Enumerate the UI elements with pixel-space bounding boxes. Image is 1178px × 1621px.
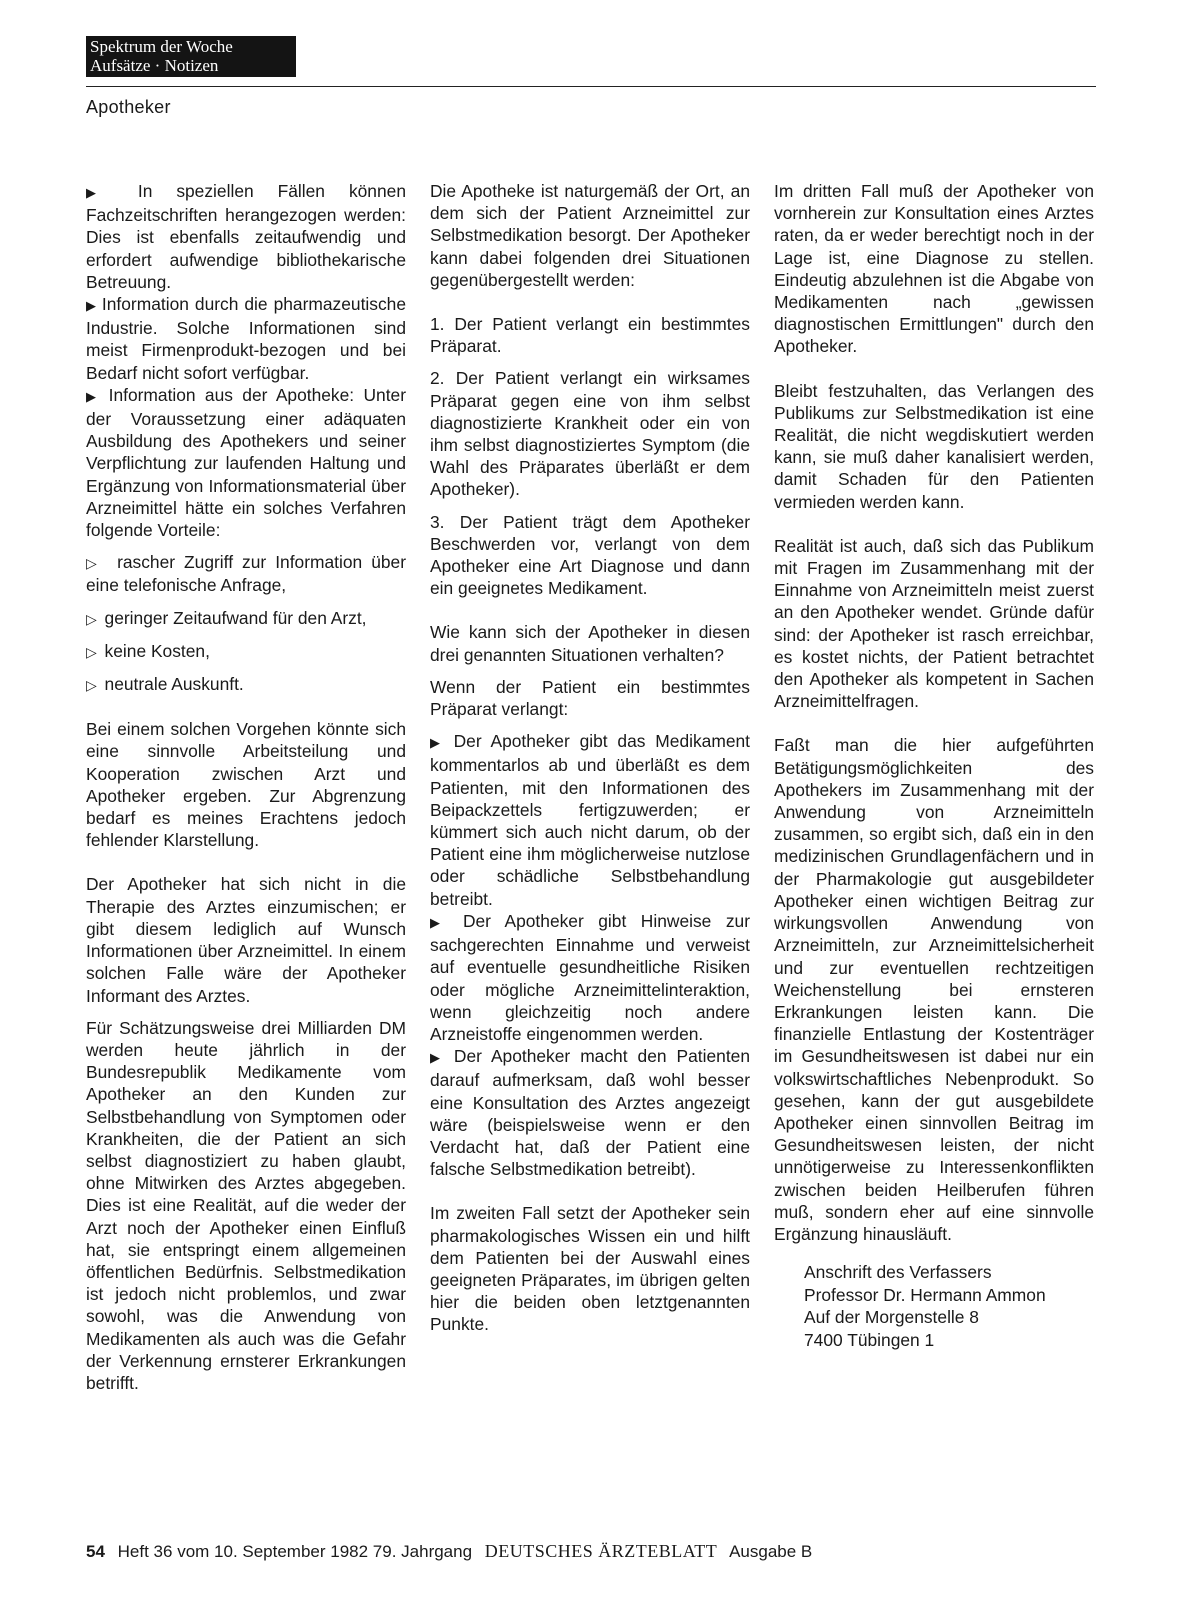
bullet-paragraph: ▶ Information durch die pharmazeutische Industrie. Solche Informationen sind meist Firmenprodukt-bezogen und bei Bedarf nicht sofort verfügbar. (86, 293, 406, 384)
author-address (804, 1261, 1094, 1351)
advantage-item: ▷ keine Kosten, (86, 640, 406, 663)
column-2 (430, 180, 750, 1346)
paragraph: Faßt man die hier aufgeführten Betätigungsmöglichkeiten des Apothekers im Zusammenhang mit der Anwendung von Arzneimitteln zusammen, so ergibt sich, daß ein in den medizinischen Grundlagenfächern und in der Pharmakologie gut ausgebildeter Apotheker einen wichtigen Beitrag zur wirkungsvollen Anwendung von Arzneimitteln, zur Arzneimittelsicherheit und zur eventuellen rechtzeitigen Weichenstellung bei ernsteren Erkrankungen leisten kann. Die finanzielle Entlastung der Kostenträger im Gesundheitswesen ist dabei nur ein volkswirtschaftliches Nebenprodukt. So gesehen, kann der gut ausgebildete Apotheker einen sinnvollen Beitrag im Gesundheitswesen leisten, der nicht unnötigerweise zu Interessenkonflikten zwischen beiden Heilberufen führen muß, sondern eher auf eine sinnvolle Ergänzung hinausläuft. (774, 735, 1094, 1244)
paragraph: Im zweiten Fall setzt der Apotheker sein pharmakologisches Wissen ein und hilft dem Patienten bei der Auswahl eines geeigneten Präparates, im übrigen gelten hier die beiden oben letztgenannten Punkte. (430, 1203, 750, 1335)
bullet-paragraph: ▶ In speziellen Fällen können Fachzeitschriften herangezogen werden: Dies ist ebenfalls zeitaufwendig und erfordert aufwendige bibliothekarische Betreuung. (86, 180, 406, 293)
numbered-situation: 1. Der Patient verlangt ein bestimmtes Präparat. (430, 314, 750, 357)
edition: Ausgabe B (729, 1542, 813, 1561)
column-1 (86, 180, 406, 1404)
section-header-box (86, 36, 296, 77)
page-footer (86, 1541, 812, 1562)
bullet-paragraph: ▶ Information aus der Apotheke: Unter der Voraussetzung einer adäquaten Ausbildung des Apothekers und seiner Verpflichtung zur laufenden Haltung und Ergänzung von Informationsmaterial über Arzneimittel hätte ein solches Verfahren folgende Vorteile: (86, 384, 406, 541)
paragraph: Wie kann sich der Apotheker in diesen drei genannten Situationen verhalten? (430, 622, 750, 665)
header-line-1: Spektrum der Woche (90, 37, 233, 56)
address-line: 7400 Tübingen 1 (804, 1329, 935, 1350)
header-rule (86, 86, 1096, 87)
address-line: Auf der Morgenstelle 8 (804, 1307, 979, 1328)
paragraph: Bleibt festzuhalten, das Verlangen des Publikums zur Selbstmedikation ist eine Realität, die nicht wegdiskutiert werden kann, sie muß daher kanalisiert werden, damit Schaden für den Patienten vermieden werden kann. (774, 380, 1094, 512)
issue-info: Heft 36 vom 10. September 1982 79. Jahrgang (117, 1542, 473, 1561)
bullet-paragraph: ▶ Der Apotheker gibt das Medikament kommentarlos ab und überläßt es dem Patienten, mit den Informationen des Beipackzettels fertigzuwerden; er kümmert sich auch nicht darum, ob der Patient eine ihm möglicherweise nutzlose oder schädliche Selbstbehandlung betreibt. (430, 730, 750, 910)
advantage-item: ▷ rascher Zugriff zur Information über eine telefonische Anfrage, (86, 551, 406, 596)
paragraph: Bei einem solchen Vorgehen könnte sich eine sinnvolle Arbeitsteilung und Kooperation zwischen Arzt und Apotheker ergeben. Zur Abgrenzung bedarf es meines Erachtens jedoch fehlender Klarstellung. (86, 719, 406, 851)
numbered-situation: 2. Der Patient verlangt ein wirksames Präparat gegen eine von ihm selbst diagnostizierte Krankheit oder ein von ihm selbst diagnostiziertes Symptom (die Wahl des Präparates überläßt er dem Apotheker). (430, 368, 750, 500)
address-line: Anschrift des Verfassers (804, 1262, 992, 1283)
advantage-item: ▷ geringer Zeitaufwand für den Arzt, (86, 607, 406, 630)
bullet-paragraph: ▶ Der Apotheker macht den Patienten darauf aufmerksam, daß wohl besser eine Konsultation des Arztes angezeigt wäre (beispielsweise wenn er den Verdacht hat, daß der Patient eine falsche Selbstmedikation betreibt). (430, 1045, 750, 1180)
page-number: 54 (86, 1542, 105, 1561)
paragraph: Realität ist auch, daß sich das Publikum mit Fragen im Zusammenhang mit der Einnahme von Arzneimitteln meist zuerst an den Apotheker wendet. Gründe dafür sind: der Apotheker ist rasch erreichbar, es kostet nichts, der Patient betrachtet den Apotheker als kompetent in Sachen Arzneimittelfragen. (774, 535, 1094, 712)
bullet-paragraph: ▶ Der Apotheker gibt Hinweise zur sachgerechten Einnahme und verweist auf eventuelle gesundheitliche Risiken oder mögliche Arzneimittelinteraktion, wenn gleichzeitig noch andere Arzneistoffe eingenommen werden. (430, 910, 750, 1045)
address-line: Professor Dr. Hermann Ammon (804, 1284, 1046, 1305)
header-line-2: Aufsätze · Notizen (90, 56, 219, 75)
paragraph: Für Schätzungsweise drei Milliarden DM werden heute jährlich in der Bundesrepublik Medikamente vom Apotheker an den Kunden zur Selbstbehandlung von Symptomen oder Krankheiten, die der Patient an sich selbst diagnostiziert zu haben glaubt, ohne Mitwirken des Arztes abgegeben. Dies ist eine Realität, auf die weder der Arzt noch der Apotheker einen Einfluß hat, sie entspringt einem allgemeinen öffentlichen Bedürfnis. Selbstmedikation ist jedoch nicht problemlos, und zwar sowohl, was die Anwendung von Medikamenten als auch was die Gefahr der Verkennung ernsterer Erkrankungen betrifft. (86, 1017, 406, 1393)
section-title: Apotheker (86, 97, 171, 117)
journal-name: DEUTSCHES ÄRZTEBLATT (484, 1541, 718, 1561)
column-3 (774, 180, 1094, 1351)
paragraph: Wenn der Patient ein bestimmtes Präparat verlangt: (430, 676, 750, 720)
paragraph: Die Apotheke ist naturgemäß der Ort, an dem sich der Patient Arzneimittel zur Selbstmedikation besorgt. Der Apotheker kann dabei folgenden drei Situationen gegenübergestellt werden: (430, 181, 750, 290)
numbered-situation: 3. Der Patient trägt dem Apotheker Beschwerden vor, verlangt von dem Apotheker eine Art Diagnose und dann ein geeignetes Medikament. (430, 511, 750, 599)
paragraph: Im dritten Fall muß der Apotheker von vornherein zur Konsultation eines Arztes raten, da er weder berechtigt noch in der Lage ist, eine Diagnose zu stellen. Eindeutig abzulehnen ist die Abgabe von Medikamenten nach „gewissen diagnostischen Ermittlungen" durch den Apotheker. (774, 181, 1094, 357)
advantage-item: ▷ neutrale Auskunft. (86, 673, 406, 696)
paragraph: Der Apotheker hat sich nicht in die Therapie des Arztes einzumischen; er gibt diesem lediglich auf Wunsch Informationen über Arzneimittel. In einem solchen Falle wäre der Apotheker Informant des Arztes. (86, 874, 406, 1006)
